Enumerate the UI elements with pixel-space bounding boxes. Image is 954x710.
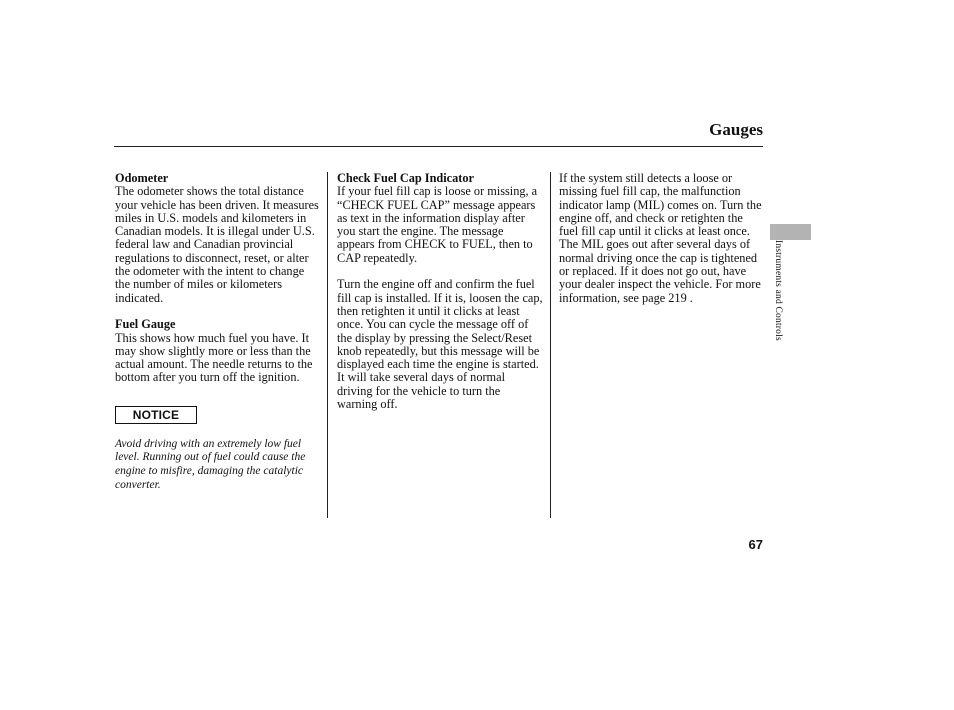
odometer-heading: Odometer [115, 171, 169, 185]
mil-paragraph: If the system still detects a loose or missing fuel fill cap, the malfunction indicator lamp (MIL) comes on. Turn the engine off, and check or retighten the fuel fill cap until it clicks at least once. The MIL goes out after several days of normal driving once the cap is tightened or replaced. If it does not go out, have your dealer inspect the vehicle. For more information, see page 219 . [559, 171, 762, 305]
section-tab-label: Instruments and Controls [773, 240, 783, 341]
column-odometer-fuel [115, 172, 320, 492]
notice-text: Avoid driving with an extremely low fuel level. Running out of fuel could cause the engine to misfire, damaging the catalytic converter. [115, 437, 306, 491]
column-fuel-cap [337, 172, 543, 411]
section-title: Gauges [709, 120, 763, 139]
spacer [115, 305, 320, 318]
column-mil [559, 172, 764, 305]
page-number: 67 [748, 537, 763, 552]
fuel-gauge-heading: Fuel Gauge [115, 317, 176, 332]
fuel-cap-paragraph-1: If your fuel fill cap is loose or missing, a “CHECK FUEL CAP” message appears as text in the information display after you start the engine. The message appears from CHECK to FUEL, then to CAP repeatedly. [337, 184, 538, 265]
notice-label: NOTICE [115, 406, 197, 424]
fuel-cap-heading: Check Fuel Cap Indicator [337, 171, 474, 185]
column-divider [327, 172, 328, 518]
column-divider [550, 172, 551, 518]
fuel-cap-paragraph-2: Turn the engine off and confirm the fuel fill cap is installed. If it is, loosen the cap, then retighten it until it clicks at least once. You can cycle the message off of the display by pressing the Select/Reset knob repeatedly, but this message will be displayed each time the engine is started. It will take several days of normal driving for the vehicle to turn the warning off. [337, 277, 543, 412]
header-rule [114, 146, 763, 147]
odometer-text: The odometer shows the total distance your vehicle has been driven. It measures miles in U.S. models and kilometers in Canadian models. It is illegal under U.S. federal law and Canadian provincial regulations to disconnect, reset, or alter the odometer with the intent to change the number of miles or kilometers indicated. [115, 184, 319, 305]
section-tab-marker [770, 224, 811, 240]
spacer [337, 265, 543, 278]
fuel-gauge-text: This shows how much fuel you have. It may show slightly more or less than the actual amount. The needle returns to the bottom after you turn off the ignition. [115, 330, 313, 385]
